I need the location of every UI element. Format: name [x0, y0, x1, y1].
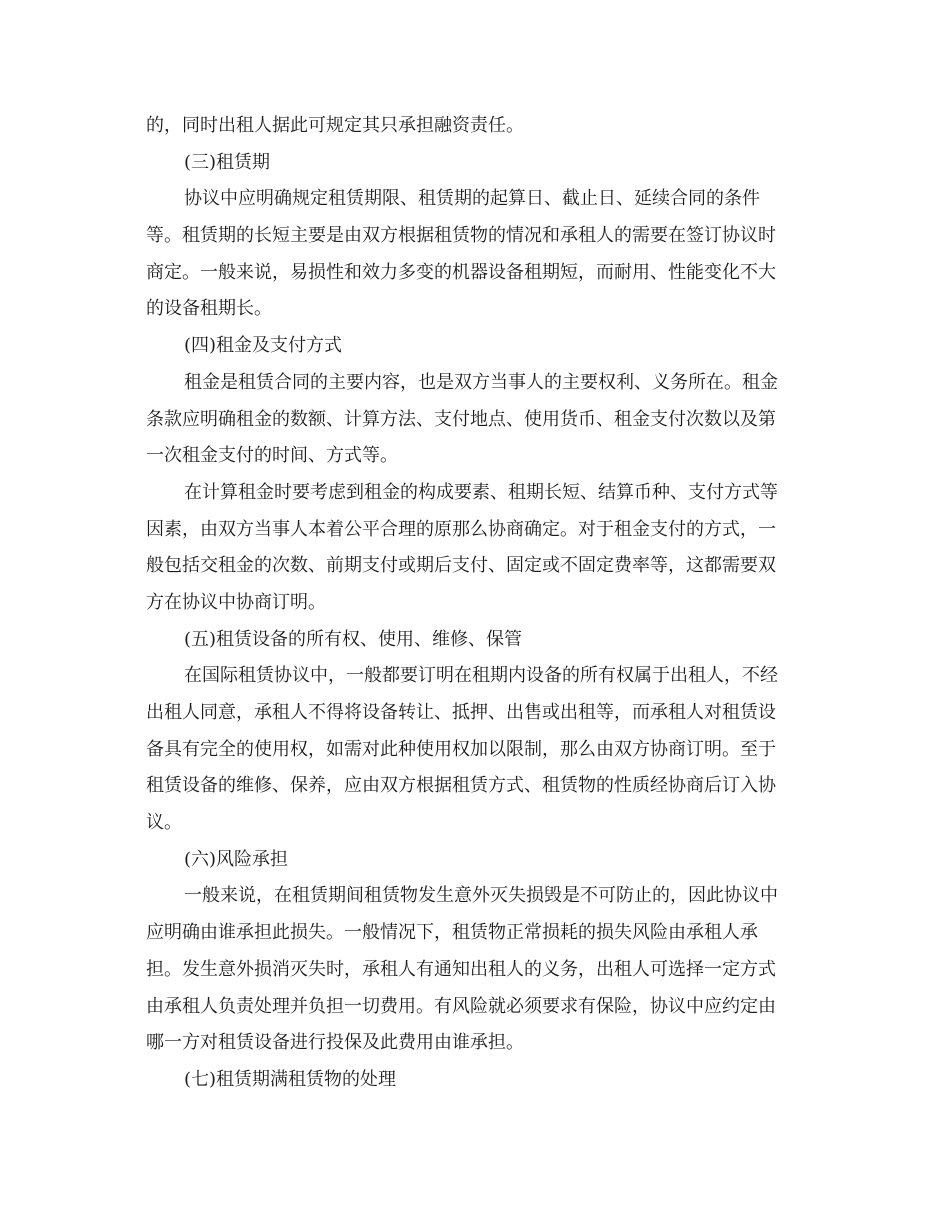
text-line: 方在协议中协商订明。 — [146, 591, 326, 613]
text-line: 出租人同意，承租人不得将设备转让、抵押、出售或出租等，而承租人对租赁设 — [146, 702, 776, 723]
section-heading: (六)风险承担 — [184, 848, 289, 870]
section-heading: (七)租赁期满租赁物的处理 — [184, 1068, 397, 1090]
text-line: 一次租金支付的时间、方式等。 — [146, 445, 398, 467]
text-line: 在国际租赁协议中，一般都要订明在租期内设备的所有权属于出租人，不经 — [184, 665, 778, 687]
text-line: 租赁设备的维修、保养，应由双方根据租赁方式、租赁物的性质经协商后订入协 — [146, 775, 776, 797]
text-line: 等。租赁期的长短主要是由双方根据租赁物的情况和承租人的需要在签订协议时 — [146, 225, 776, 247]
document-page — [146, 108, 812, 1099]
text-line: 议。 — [146, 812, 182, 834]
text-line: 般包括交租金的次数、前期支付或期后支付、固定或不固定费率等，这都需要双 — [146, 555, 776, 577]
text-line: 商定。一般来说，易损性和效力多变的机器设备租期短，而耐用、性能变化不大 — [146, 261, 776, 283]
section-heading: (三)租赁期 — [184, 151, 271, 173]
text-line: 担。发生意外损消灭失时，承租人有通知出租人的义务，出租人可选择一定方式 — [146, 958, 776, 980]
text-line: 条款应明确租金的数额、计算方法、支付地点、使用货币、租金支付次数以及第 — [146, 408, 776, 430]
text-line: 应明确由谁承担此损失。一般情况下，租赁物正常损耗的损失风险由承租人承 — [146, 922, 758, 944]
text-line: 的，同时出租人据此可规定其只承担融资责任。 — [146, 115, 524, 136]
text-line: 哪一方对租赁设备进行投保及此费用由谁承担。 — [146, 1032, 524, 1054]
text-line: 因素，由双方当事人本着公平合理的原那么协商确定。对于租金支付的方式，一 — [146, 518, 776, 540]
text-line: 的设备租期长。 — [146, 298, 272, 320]
text-line: 由承租人负责处理并负担一切费用。有风险就必须要求有保险，协议中应约定由 — [146, 995, 776, 1017]
text-line: 备具有完全的使用权，如需对此种使用权加以限制，那么由双方协商订明。至于 — [146, 738, 776, 760]
text-line: 协议中应明确规定租赁期限、租赁期的起算日、截止日、延续合同的条件 — [184, 188, 760, 210]
text-line: 租金是租赁合同的主要内容，也是双方当事人的主要权利、义务所在。租金 — [184, 371, 778, 393]
section-heading: (四)租金及支付方式 — [184, 335, 343, 357]
text-line: 在计算租金时要考虑到租金的构成要素、租期长短、结算币种、支付方式等 — [184, 481, 778, 503]
text-line: 一般来说，在租赁期间租赁物发生意外灭失损毁是不可防止的，因此协议中 — [184, 885, 778, 907]
section-heading: (五)租赁设备的所有权、使用、维修、保管 — [184, 628, 523, 650]
